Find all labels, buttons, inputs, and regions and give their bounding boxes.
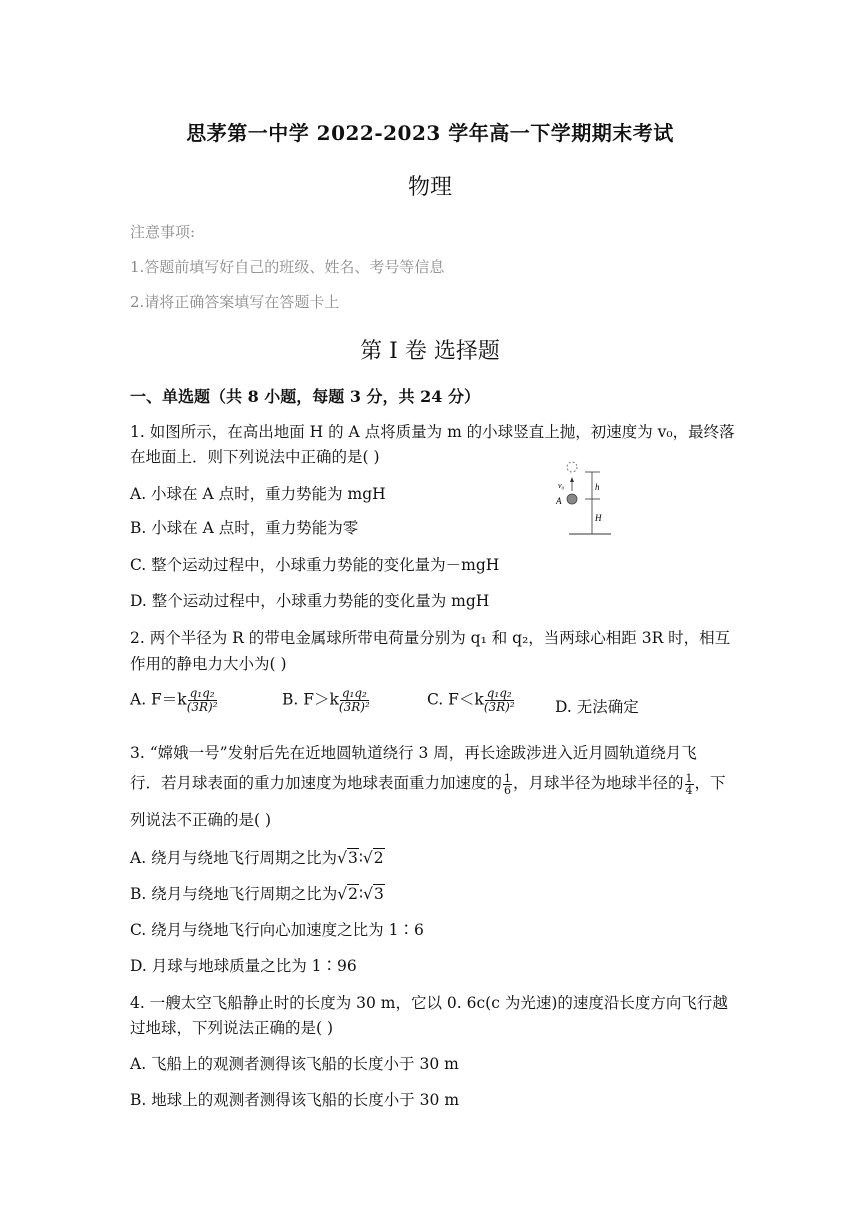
ball-top-dashed: [567, 462, 577, 472]
q3-fraction-one-sixth: [503, 773, 512, 796]
q3-stem-text-a: 行．若月球表面的重力加速度为地球表面重力加速度的: [130, 774, 503, 792]
q3-fraction-one-fourth: [685, 773, 694, 796]
notice-item-1: 1.答题前填写好自己的班级、姓名、考号等信息: [130, 258, 445, 276]
q1-option-d: D. 整个运动过程中，小球重力势能的变化量为 mgH: [130, 592, 490, 610]
q3-stem-text-c: ，下: [694, 774, 726, 792]
sqrt-2: √2: [337, 885, 359, 903]
q4-stem-line-2: 过地球，下列说法正确的是( ): [130, 1019, 334, 1037]
part-heading: 一、单选题（共 8 小题，每题 3 分，共 24 分）: [130, 387, 480, 406]
q3-option-a: [130, 846, 385, 868]
q3-option-b-prefix: B. 绕月与绕地飞行周期之比为: [130, 885, 338, 903]
q3-stem-text-b: ，月球半径为地球半径的: [513, 774, 684, 792]
sqrt-2: √2: [362, 849, 384, 867]
q2-option-b-prefix: B. F＞k: [282, 690, 339, 709]
q1-option-b: B. 小球在 A 点时，重力势能为零: [130, 519, 359, 537]
q2-option-c-fraction: [484, 687, 515, 714]
q2-option-d: D. 无法确定: [555, 698, 639, 716]
ratio-separator: ∶: [358, 849, 363, 867]
q2-option-a: [130, 687, 218, 714]
fraction-numerator: q₁q₂: [189, 686, 215, 700]
q2-option-c-prefix: C. F＜k: [427, 690, 484, 709]
q1-option-a: A. 小球在 A 点时，重力势能为 mgH: [130, 485, 386, 503]
q3-option-c: C. 绕月与绕地飞行向心加速度之比为 1∶6: [130, 921, 424, 939]
q2-option-b: [282, 687, 370, 714]
q3-stem-line-2: [130, 771, 726, 796]
q1-stem-line-2: 在地面上．则下列说法中正确的是( ): [130, 448, 380, 466]
arrow-head: [570, 477, 574, 482]
notice-item-2: 2.请将正确答案填写在答题卡上: [130, 293, 340, 311]
q4-option-b: B. 地球上的观测者测得该飞船的长度小于 30 m: [130, 1091, 460, 1109]
label-v0: v₀: [558, 481, 565, 490]
fraction-denominator: (3R)²: [338, 700, 370, 714]
fraction-numerator: q₁q₂: [341, 686, 367, 700]
fraction-numerator: 1: [504, 771, 512, 785]
q1-stem-line-1: 1. 如图所示，在高出地面 H 的 A 点将质量为 m 的小球竖直上抛，初速度为 v₀，最终落: [130, 423, 735, 441]
q4-stem-line-1: 4. 一艘太空飞船静止时的长度为 30 m，它以 0. 6c(c 为光速)的速度沿长度方向飞行越: [130, 994, 728, 1012]
fraction-numerator: q₁q₂: [486, 686, 512, 700]
q3-option-b: [130, 882, 385, 904]
q1-option-c: C. 整个运动过程中，小球重力势能的变化量为－mgH: [130, 556, 500, 574]
label-H: H: [595, 513, 602, 523]
q2-option-c: [427, 687, 515, 714]
fraction-denominator: (3R)²: [186, 700, 218, 714]
q3-stem-line-1: 3. “嫦娥一号”发射后先在近地圆轨道绕行 3 周，再长途跋涉进入近月圆轨道绕月飞: [130, 744, 697, 762]
radicand: 2: [348, 885, 359, 903]
fraction-denominator: 6: [504, 783, 512, 797]
notice-heading: 注意事项:: [130, 223, 196, 241]
q2-option-a-prefix: A. F＝k: [130, 690, 187, 709]
q4-option-a: A. 飞船上的观测者测得该飞船的长度小于 30 m: [130, 1055, 459, 1073]
subject-title: 物理: [407, 175, 452, 200]
q2-option-a-fraction: [187, 687, 218, 714]
label-h: h: [595, 482, 600, 492]
sqrt-3: √3: [363, 885, 384, 903]
fraction-denominator: 4: [685, 783, 693, 797]
q2-stem-line-1: 2. 两个半径为 R 的带电金属球所带电荷量分别为 q₁ 和 q₂，当两球心相距 3R 时，相互: [130, 629, 731, 647]
radicand: 2: [373, 849, 384, 867]
exam-title: 思茅第一中学 2022-2023 学年高一下学期期末考试: [186, 121, 674, 145]
sqrt-3: √3: [337, 849, 358, 867]
ball: [567, 494, 577, 504]
q3-option-a-prefix: A. 绕月与绕地飞行周期之比为: [130, 849, 338, 867]
q2-stem-line-2: 作用的静电力大小为( ): [130, 655, 287, 673]
ratio-separator: ∶: [359, 885, 364, 903]
q3-stem-line-3: 列说法不正确的是( ): [130, 811, 272, 829]
fraction-denominator: (3R)²: [483, 700, 515, 714]
q2-option-b-fraction: [339, 687, 370, 714]
q3-option-d: D. 月球与地球质量之比为 1∶96: [130, 957, 357, 975]
radicand: 3: [373, 885, 384, 903]
q1-diagram: [555, 458, 625, 538]
section-title: 第 I 卷 选择题: [360, 339, 500, 364]
radicand: 3: [347, 849, 358, 867]
label-a: A: [556, 496, 562, 506]
fraction-numerator: 1: [685, 771, 693, 785]
